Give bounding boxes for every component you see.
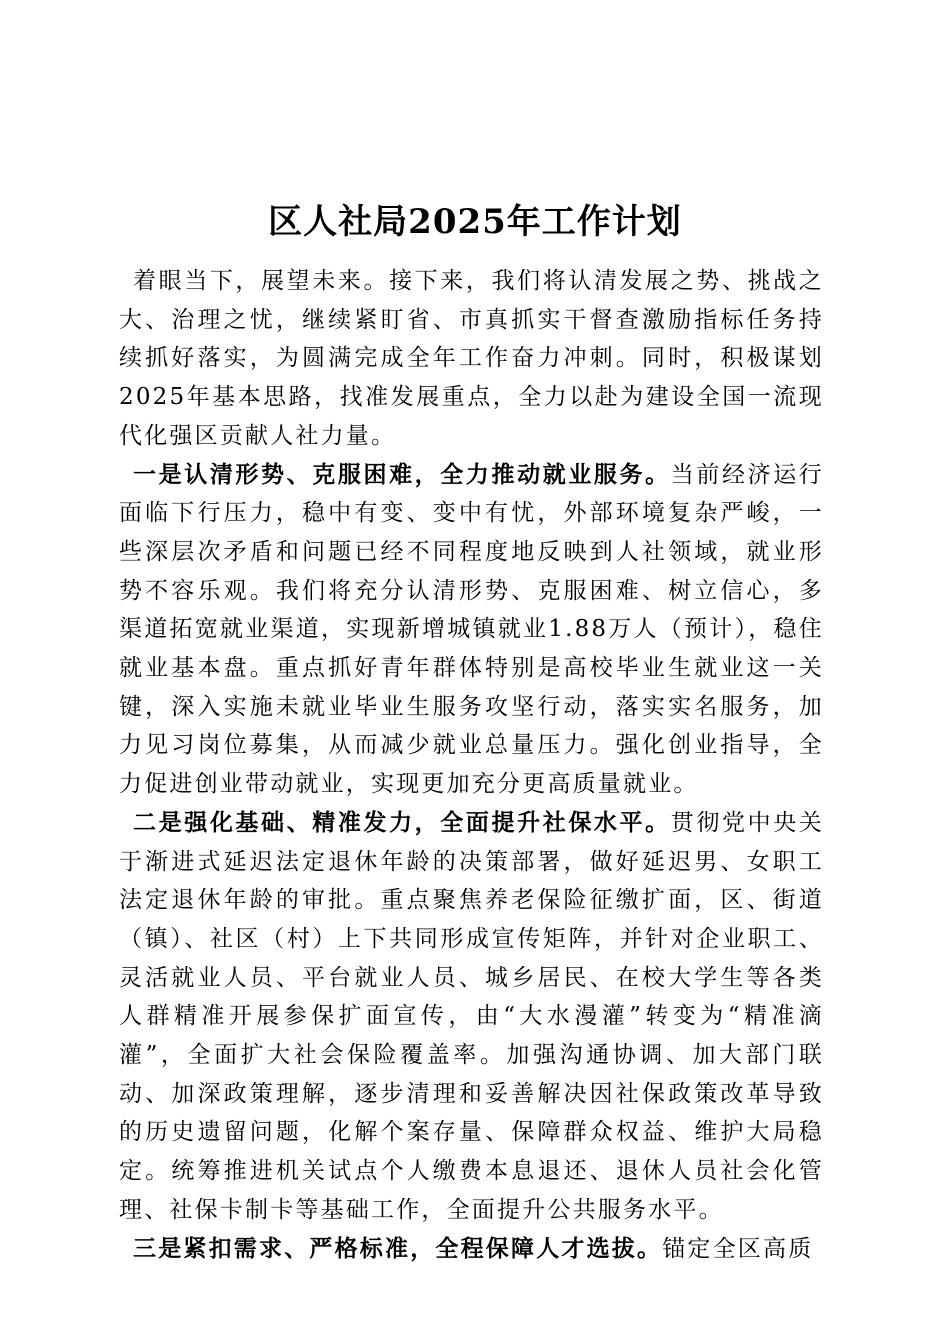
paragraph-employment	[119, 456, 824, 804]
paragraph-text: 锚定全区高质	[662, 1235, 814, 1262]
paragraph-text: 着眼当下，展望未来。接下来，我们将认清发展之势、挑战之大、治理之忧，继续紧盯省、市真抓实干督查激励指标任务持续抓好落实，为圆满完成全年工作奋力冲刺。同时，积极谋划2025年基本思路，找准发展重点，全力以赴为建设全国一流现代化强区贡献人社力量。	[119, 268, 824, 449]
paragraph-text: 当前经济运行面临下行压力，稳中有变、变中有忧，外部环境复杂严峻，一些深层次矛盾和问题已经不同程度地反映到人社领域，就业形势不容乐观。我们将充分认清形势、克服困难、树立信心，多渠道拓宽就业渠道，实现新增城镇就业1.88万人（预计），稳住就业基本盘。重点抓好青年群体特别是高校毕业生就业这一关键，深入实施未就业毕业生服务攻坚行动，落实实名服务，加力见习岗位募集，从而减少就业总量压力。强化创业指导，全力促进创业带动就业，实现更加充分更高质量就业。	[119, 461, 825, 798]
paragraph-social-security	[119, 804, 824, 1230]
paragraph-text: 贯彻党中央关于渐进式延迟法定退休年龄的决策部署，做好延迟男、女职工法定退休年龄的审批。重点聚焦养老保险征缴扩面，区、街道（镇）、社区（村）上下共同形成宣传矩阵，并针对企业职工、灵活就业人员、平台就业人员、城乡居民、在校大学生等各类人群精准开展参保扩面宣传，由“大水漫灌”转变为“精准滴灌”，全面扩大社会保险覆盖率。加强沟通协调、加大部门联动、加深政策理解，逐步清理和妥善解决因社保政策改革导致的历史遗留问题，化解个案存量、保障群众权益、维护大局稳定。统筹推进机关试点个人缴费本息退还、退休人员社会化管理、社保卡制卡等基础工作，全面提升公共服务水平。	[119, 809, 825, 1223]
paragraph-lead: 二是强化基础、精准发力，全面提升社保水平。	[133, 808, 671, 836]
paragraph-talent	[119, 1230, 824, 1269]
paragraph-intro	[119, 262, 824, 456]
document-title: 区人社局2025年工作计划	[268, 202, 682, 242]
paragraph-lead: 一是认清形势、克服困难，全力推动就业服务。	[133, 460, 671, 488]
document-body	[119, 262, 824, 1268]
paragraph-lead: 三是紧扣需求、严格标准，全程保障人才选拔。	[133, 1234, 663, 1262]
